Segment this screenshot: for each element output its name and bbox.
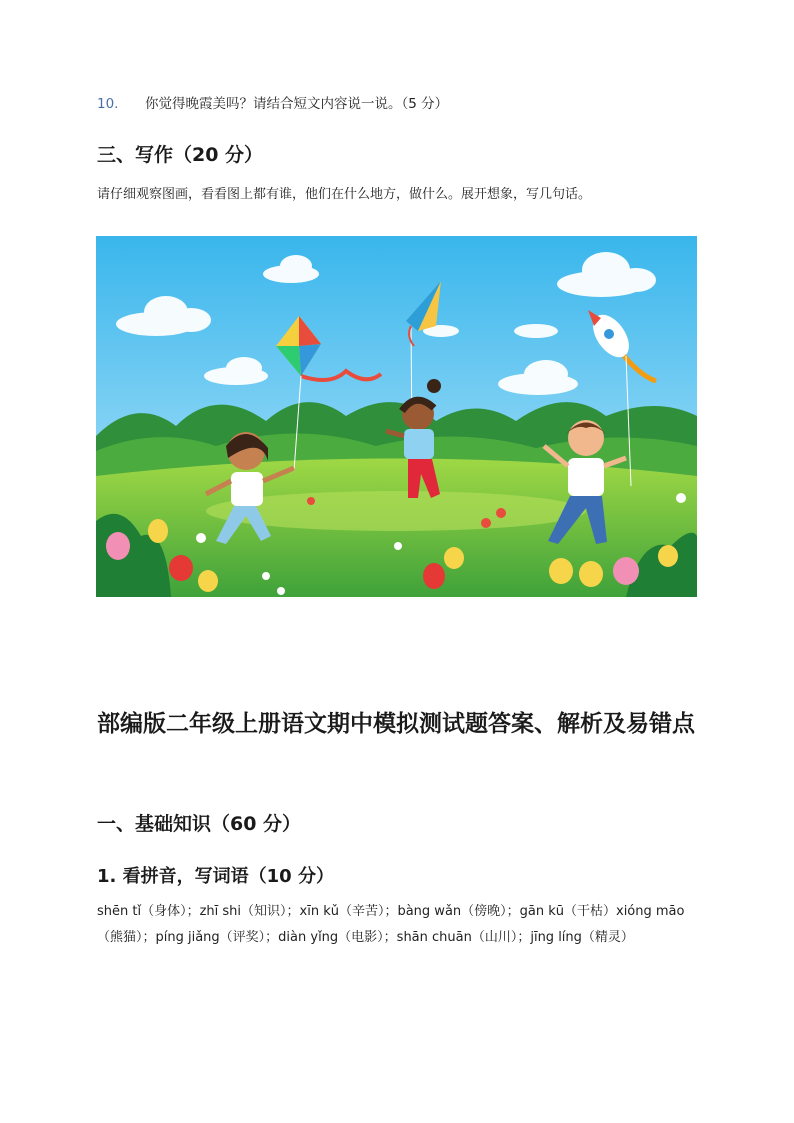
question-1-heading: 1. 看拼音，写词语（10 分） <box>97 866 334 887</box>
question-number: 10. <box>97 96 119 112</box>
kite-flying-illustration <box>96 236 697 597</box>
writing-instruction: 请仔细观察图画，看看图上都有谁，他们在什么地方，做什么。展开想象，写几句话。 <box>97 187 592 202</box>
question-10 <box>97 92 448 112</box>
section-heading-writing: 三、写作（20 分） <box>97 144 264 166</box>
question-text: 你觉得晚霞美吗？请结合短文内容说一说。（5 分） <box>145 96 449 112</box>
answer-title: 部编版二年级上册语文期中模拟测试题答案、解析及易错点 <box>97 711 695 737</box>
question-1-answers: shēn tǐ（身体）；zhī shi（知识）；xīn kǔ（辛苦）；bàng wǎn（傍晚）；gān kū（干枯）xióng māo（熊猫）；píng jiǎng（评奖）；diàn yǐng（电影）；shān chuān（山川）；jīng líng（精灵） <box>97 904 685 945</box>
section-heading-basics: 一、基础知识（60 分） <box>97 813 302 835</box>
